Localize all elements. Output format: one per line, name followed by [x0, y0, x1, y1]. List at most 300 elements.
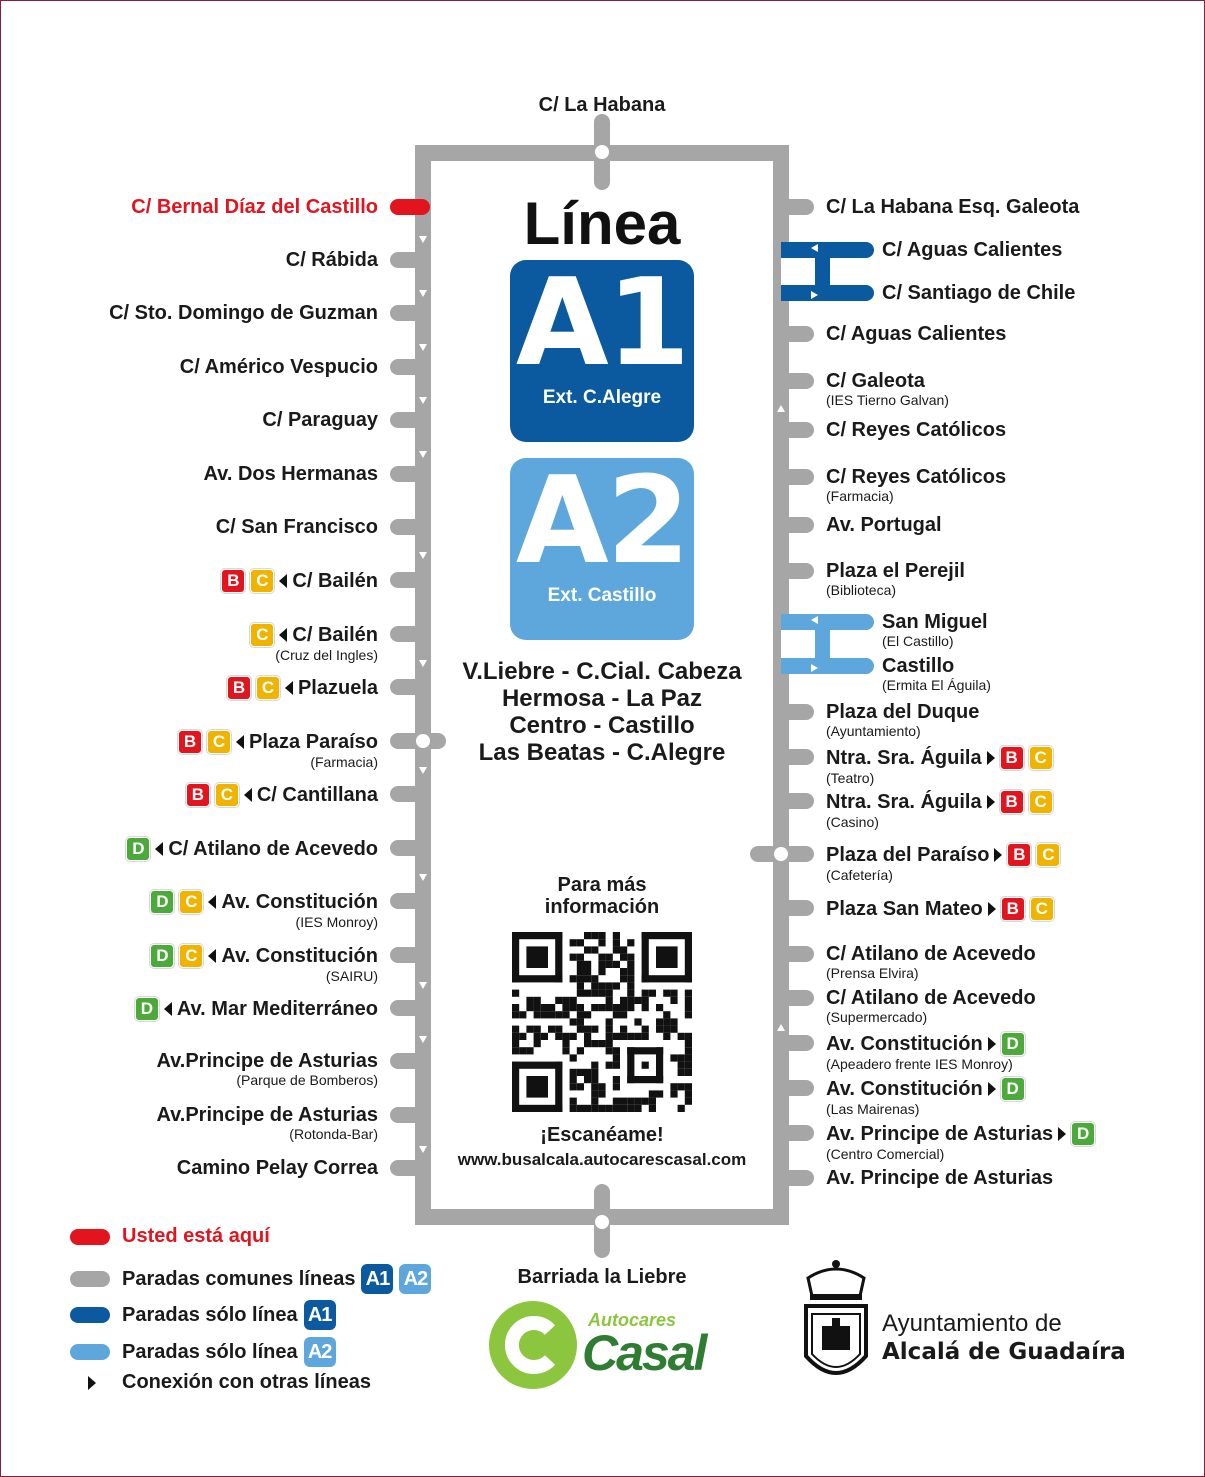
qr-module — [577, 1083, 584, 1090]
line-badge-d: D — [1001, 1077, 1025, 1101]
legend-item — [70, 1337, 336, 1367]
line-badge-b: B — [186, 783, 210, 807]
qr-module — [634, 1018, 641, 1025]
qr-module — [613, 1004, 620, 1011]
connection-arrow-icon — [988, 1037, 996, 1051]
stop-name: C/ Bailén — [292, 570, 378, 592]
qr-module — [613, 982, 620, 989]
qr-module — [555, 1062, 562, 1112]
left-stop — [186, 783, 378, 807]
qr-module — [606, 990, 613, 997]
qr-module — [627, 1105, 634, 1112]
connection-arrow-icon — [164, 1002, 172, 1016]
stop-subtitle: (Prensa Elvira) — [826, 965, 919, 981]
qr-module — [620, 946, 627, 953]
qr-module — [591, 932, 598, 939]
right-stop — [882, 611, 988, 649]
line-badge-d: D — [150, 944, 174, 968]
qr-module — [613, 1011, 620, 1018]
qr-module — [570, 997, 577, 1004]
qr-module — [548, 1004, 555, 1011]
qr-module — [670, 1054, 677, 1061]
stop-name-row — [826, 1167, 1053, 1189]
qr-module — [606, 1018, 613, 1025]
qr-module — [598, 1004, 605, 1011]
left-stop — [262, 409, 378, 431]
connection-arrow-icon — [236, 735, 244, 749]
qr-module — [685, 997, 692, 1004]
qr-module — [577, 961, 584, 968]
qr-module — [534, 1004, 541, 1011]
transfer-node — [774, 847, 788, 861]
qr-module — [634, 1098, 641, 1105]
qr-module — [570, 1004, 577, 1011]
qr-module — [512, 1040, 519, 1047]
qr-module — [526, 946, 548, 968]
legend-line-badge: A2 — [399, 1264, 431, 1294]
qr-module — [620, 975, 627, 982]
stop-name-row — [156, 1104, 378, 1126]
line-badge-b: B — [1001, 897, 1025, 921]
legend-item — [70, 1225, 270, 1248]
qr-module — [598, 961, 605, 968]
right-stop — [882, 655, 991, 693]
line-a2-box — [510, 452, 694, 640]
stop-name: Ntra. Sra. Águila — [826, 747, 982, 769]
qr-module — [591, 1026, 598, 1033]
legend-line-badge: A2 — [304, 1337, 336, 1367]
right-stop — [826, 1032, 1025, 1072]
qr-module — [577, 1004, 584, 1011]
stop-name: Av. Constitución — [221, 891, 378, 913]
qr-module — [634, 997, 641, 1004]
left-stop — [216, 516, 378, 538]
qr-module — [570, 975, 577, 982]
right-stop — [826, 701, 979, 739]
qr-module — [591, 946, 598, 953]
stop-name-row — [826, 514, 942, 536]
stop-name-row — [156, 1050, 378, 1072]
qr-module — [584, 990, 591, 997]
stop-name-row — [826, 897, 1054, 921]
qr-module — [512, 990, 519, 997]
qr-module — [642, 1033, 649, 1040]
stop-name: Av. Portugal — [826, 514, 942, 536]
operator-word-1: Autocares — [588, 1310, 677, 1330]
stop-name: Camino Pelay Correa — [176, 1157, 378, 1179]
connection-arrow-icon — [987, 795, 995, 809]
line-badge-c: C — [1036, 843, 1060, 867]
legend-item — [70, 1264, 431, 1294]
line-badge-c: C — [179, 944, 203, 968]
qr-module — [526, 1076, 548, 1098]
qr-module — [670, 1018, 677, 1025]
qr-module — [577, 1047, 584, 1054]
qr-module — [577, 1018, 584, 1025]
qr-module — [584, 968, 591, 975]
qr-module — [678, 1069, 685, 1076]
qr-module — [534, 1033, 541, 1040]
qr-module — [685, 990, 692, 997]
left-stop — [150, 890, 378, 930]
qr-module — [598, 968, 605, 975]
right-stop — [826, 1167, 1053, 1189]
a2-branch-gap — [781, 630, 815, 658]
qr-module — [598, 982, 605, 989]
qr-module — [598, 932, 605, 939]
qr-module — [598, 954, 605, 961]
stop-name-row — [186, 783, 378, 807]
left-stop — [203, 463, 378, 485]
left-stop — [178, 730, 378, 770]
stop-subtitle: (Teatro) — [826, 770, 875, 786]
qr-module — [656, 1018, 663, 1025]
right-stop — [826, 790, 1053, 830]
right-stop — [826, 1077, 1025, 1117]
stop-name-row — [826, 746, 1053, 770]
stop-name-row — [826, 1032, 1025, 1056]
qr-module — [627, 961, 634, 968]
stop-subtitle: (Parque de Bomberos) — [236, 1072, 378, 1088]
qr-module — [642, 1026, 649, 1033]
stop-subtitle: (Centro Comercial) — [826, 1146, 945, 1162]
route-description-line: V.Liebre - C.Cial. Cabeza — [462, 658, 742, 685]
line-badge-b: B — [1007, 843, 1031, 867]
route-description-line: Las Beatas - C.Alegre — [478, 739, 726, 766]
right-stop — [826, 987, 1036, 1025]
qr-module — [627, 939, 634, 946]
qr-module — [562, 1047, 569, 1054]
qr-module — [606, 1004, 613, 1011]
route-description — [432, 658, 772, 766]
qr-module — [606, 1047, 613, 1054]
line-a1-box — [510, 254, 694, 442]
qr-module — [584, 1040, 591, 1047]
legend-swatch — [70, 1344, 110, 1360]
stop-subtitle: (Ayuntamiento) — [826, 723, 921, 739]
website-link[interactable]: www.busalcala.autocarescasal.com — [457, 1150, 747, 1169]
legend-line-badge: A1 — [361, 1264, 393, 1294]
qr-module — [591, 1090, 598, 1097]
stop-name-row — [826, 560, 965, 582]
qr-module — [627, 982, 634, 989]
qr-module — [606, 997, 613, 1004]
stop-name: C/ Atilano de Acevedo — [826, 943, 1036, 965]
stop-subtitle: (El Castillo) — [882, 633, 954, 649]
qr-module — [598, 1090, 605, 1097]
right-stop — [826, 466, 1006, 504]
qr-module — [584, 1026, 591, 1033]
connection-arrow-icon — [987, 751, 995, 765]
stop-subtitle: (IES Monroy) — [295, 914, 378, 930]
qr-module — [642, 975, 692, 982]
qr-module — [519, 1011, 526, 1018]
right-stop — [826, 323, 1006, 345]
qr-module — [627, 975, 634, 982]
stop-name: Av. Constitución — [826, 1078, 983, 1100]
line-badge-d: D — [1001, 1032, 1025, 1056]
qr-module — [663, 1033, 670, 1040]
qr-module — [685, 1090, 692, 1097]
right-stop — [826, 419, 1006, 441]
qr-module — [584, 1011, 591, 1018]
stop-name: Plaza del Duque — [826, 701, 980, 723]
stop-name: Plaza el Perejil — [826, 560, 965, 582]
qr-module — [570, 1098, 577, 1105]
qr-module — [670, 1026, 677, 1033]
stop-name: Av. Constitución — [221, 945, 378, 967]
stop-subtitle: (Farmacia) — [310, 754, 378, 770]
qr-module — [685, 1011, 692, 1018]
qr-module — [577, 982, 584, 989]
stop-name-row — [216, 516, 378, 538]
stop-name-row — [882, 655, 954, 677]
stop-subtitle: (Supermercado) — [826, 1009, 928, 1025]
line-a2-code: A2 — [515, 452, 689, 591]
qr-module — [642, 990, 649, 997]
qr-module — [649, 1098, 656, 1105]
qr-module — [562, 997, 569, 1004]
qr-module — [685, 1098, 692, 1105]
qr-module — [591, 1062, 598, 1069]
left-stop — [150, 944, 378, 984]
line-badge-c: C — [179, 890, 203, 914]
line-badge-d: D — [126, 837, 150, 861]
qr-module — [634, 1033, 641, 1040]
stop-name-row — [882, 282, 1075, 304]
stop-subtitle: (Ermita El Águila) — [882, 677, 991, 693]
stop-name-row — [826, 843, 1060, 867]
qr-module — [591, 1040, 598, 1047]
qr-module — [570, 1069, 577, 1076]
right-stop — [826, 560, 965, 598]
connection-arrow-icon — [208, 949, 216, 963]
stop-name-row — [826, 323, 1006, 345]
line-badge-d: D — [150, 890, 174, 914]
legend-text: Usted está aquí — [122, 1225, 270, 1247]
qr-module — [512, 1026, 519, 1033]
qr-module — [598, 1105, 605, 1112]
stop-subtitle: (Las Mairenas) — [826, 1101, 920, 1117]
qr-module — [656, 1026, 663, 1033]
line-badge-b: B — [1000, 790, 1024, 814]
qr-module — [685, 1033, 692, 1040]
top-terminal: C/ La Habana — [538, 94, 666, 116]
stop-name: C/ Sto. Domingo de Guzman — [109, 302, 378, 324]
qr-module — [613, 1062, 620, 1069]
qr-module — [591, 1069, 598, 1076]
qr-module — [620, 997, 627, 1004]
stop-name-row — [109, 302, 378, 324]
qr-module — [577, 954, 584, 961]
stop-name-row — [882, 611, 988, 633]
right-stop — [826, 746, 1053, 786]
qr-module — [685, 1062, 692, 1069]
stop-name: C/ Aguas Calientes — [882, 239, 1063, 261]
qr-module — [620, 968, 627, 975]
qr-module — [685, 1040, 692, 1047]
qr-module — [577, 975, 584, 982]
qr-module — [512, 1047, 519, 1054]
line-badge-b: B — [221, 569, 245, 593]
stop-name: C/ Reyes Católicos — [826, 466, 1007, 488]
qr-module — [598, 990, 605, 997]
stop-name: C/ Galeota — [826, 370, 925, 392]
stop-name-row — [286, 249, 378, 271]
qr-module — [670, 1083, 677, 1090]
qr-module — [678, 1083, 685, 1090]
qr-module — [584, 932, 591, 939]
qr-module — [534, 997, 541, 1004]
qr-module — [591, 982, 598, 989]
qr-module — [584, 961, 591, 968]
legend-text: Paradas sólo línea — [122, 1303, 298, 1326]
stop-subtitle: (Rotonda-Bar) — [289, 1126, 378, 1142]
qr-module — [598, 1040, 605, 1047]
line-badge-c: C — [1030, 897, 1054, 921]
stop-subtitle: (Farmacia) — [826, 488, 894, 504]
qr-module — [678, 1054, 685, 1061]
stop-name: C/ Rábida — [285, 249, 378, 271]
stop-name: Av.Principe de Asturias — [156, 1104, 378, 1126]
route-description-line: Centro - Castillo — [509, 712, 695, 739]
line-badge-b: B — [1000, 746, 1024, 770]
qr-module — [555, 1026, 562, 1033]
qr-module — [577, 1069, 584, 1076]
qr-module — [656, 946, 678, 968]
qr-module — [627, 990, 634, 997]
connection-arrow-icon — [988, 902, 996, 916]
qr-module — [642, 932, 692, 939]
left-stop — [177, 1157, 378, 1179]
qr-module — [606, 1040, 613, 1047]
stop-name: Plaza Paraíso — [249, 731, 378, 753]
qr-module — [548, 1011, 555, 1018]
stop-name: C/ Bernal Díaz del Castillo — [131, 196, 378, 218]
qr-module — [613, 1098, 620, 1105]
qr-module — [649, 990, 656, 997]
qr-module — [613, 939, 620, 946]
right-stop — [826, 370, 949, 408]
qr-module — [620, 954, 627, 961]
qr-module — [606, 954, 613, 961]
qr-module — [555, 932, 562, 982]
qr-module — [627, 954, 634, 961]
connection-arrow-icon — [208, 895, 216, 909]
stop-name-row — [826, 701, 979, 723]
council-line-2: Alcalá de Guadaíra — [882, 1339, 1126, 1365]
stop-name-row — [826, 370, 925, 392]
stop-name-row — [826, 943, 1036, 965]
qr-module — [570, 939, 577, 946]
connection-arrow-icon — [279, 628, 287, 642]
qr-module — [685, 932, 692, 982]
connection-arrow-icon — [88, 1376, 96, 1390]
stop-name: C/ Atilano de Acevedo — [826, 987, 1036, 1009]
line-badge-d: D — [135, 997, 159, 1021]
qr-module — [685, 1069, 692, 1076]
qr-module — [670, 997, 677, 1004]
stop-name-row — [826, 987, 1036, 1009]
stop-name-row — [826, 1077, 1025, 1101]
a1-branch-gap — [781, 258, 815, 285]
line-badge-c: C — [250, 623, 274, 647]
stop-name: Plazuela — [297, 677, 378, 699]
qr-module — [555, 997, 562, 1004]
legend-text: Conexión con otras líneas — [122, 1371, 371, 1393]
qr-module — [656, 1047, 663, 1083]
line-badge-c: C — [250, 569, 274, 593]
right-stop — [882, 282, 1075, 304]
stop-name: C/ Bailén — [292, 624, 378, 646]
qr-module — [591, 990, 598, 997]
qr-module — [670, 1090, 677, 1097]
connection-arrow-icon — [285, 681, 293, 695]
legend-line-badge: A1 — [304, 1300, 336, 1330]
stop-name-row — [826, 419, 1006, 441]
right-stop — [826, 1122, 1095, 1162]
qr-module — [606, 982, 613, 989]
legend-item — [88, 1371, 371, 1394]
qr-module — [627, 1098, 634, 1105]
qr-module — [606, 1062, 613, 1069]
route-description-line: Hermosa - La Paz — [501, 685, 703, 712]
qr-module — [613, 1047, 620, 1054]
qr-module — [548, 1026, 555, 1033]
left-stop — [156, 1050, 378, 1088]
stop-name-row — [180, 356, 378, 378]
qr-module — [670, 990, 677, 997]
operator-c-icon — [488, 1300, 578, 1390]
qr-module — [512, 1011, 519, 1018]
stop-name-row — [131, 196, 378, 218]
qr-module — [685, 1083, 692, 1090]
stop-subtitle: (Cafetería) — [826, 867, 893, 883]
stop-subtitle: (Casino) — [826, 814, 879, 830]
council-name — [882, 1310, 1126, 1366]
qr-module — [570, 1105, 577, 1112]
stop-name: C/ Cantillana — [256, 784, 378, 806]
stop-name-row — [221, 569, 378, 593]
qr-module — [512, 932, 519, 982]
stop-name-row — [882, 239, 1062, 261]
qr-module — [577, 1026, 584, 1033]
qr-module — [512, 932, 562, 939]
left-stop — [135, 997, 378, 1021]
qr-module — [613, 932, 620, 939]
qr-module — [606, 961, 613, 968]
qr-code[interactable] — [512, 932, 692, 1112]
qr-module — [512, 1105, 562, 1112]
qr-module — [562, 1033, 569, 1040]
qr-module — [570, 1083, 577, 1090]
legend-swatch — [70, 1307, 110, 1323]
qr-module — [642, 932, 649, 982]
qr-module — [620, 1026, 627, 1033]
connection-arrow-icon — [1058, 1127, 1066, 1141]
bottom-terminal-node — [595, 1215, 609, 1229]
qr-module — [577, 968, 584, 975]
qr-module — [512, 1004, 519, 1011]
qr-module — [606, 1026, 613, 1033]
stop-name: Plaza del Paraíso — [826, 844, 990, 866]
stop-name: Av.Principe de Asturias — [156, 1050, 378, 1072]
qr-module — [685, 1054, 692, 1061]
qr-module — [526, 997, 533, 1004]
stop-name: Ntra. Sra. Águila — [826, 791, 982, 813]
right-stop — [826, 843, 1060, 883]
line-a1-code: A1 — [515, 254, 689, 393]
